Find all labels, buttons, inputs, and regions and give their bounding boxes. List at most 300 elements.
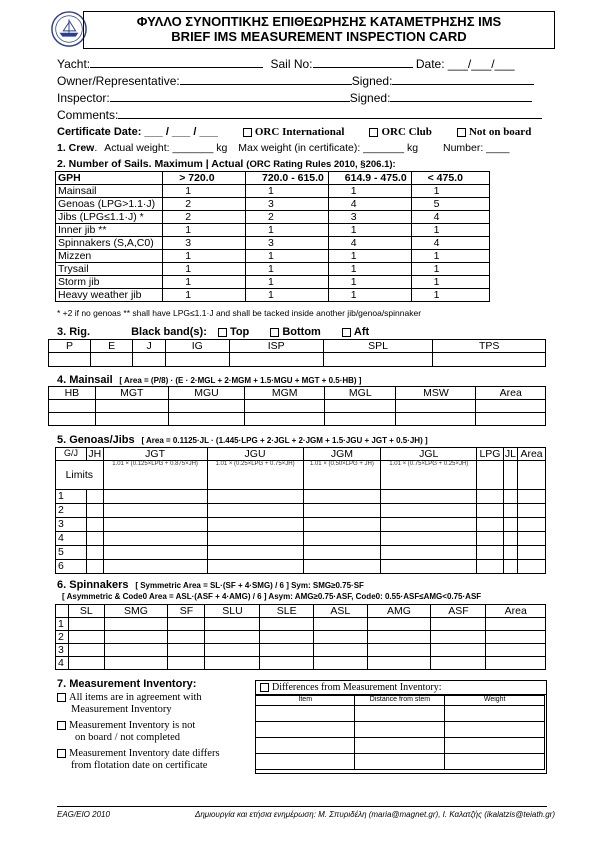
spinnakers-header-cell: SLU xyxy=(205,605,260,618)
spinnakers-header-cell: SMG xyxy=(104,605,168,618)
spinnakers-row xyxy=(56,618,546,631)
inventory-option-1-line2: Measurement Inventory xyxy=(71,704,172,715)
spinnakers-row xyxy=(56,657,546,670)
genoas-value-cell[interactable] xyxy=(207,490,303,504)
genoas-value-cell[interactable] xyxy=(477,532,503,546)
differences-value-cell[interactable] xyxy=(445,738,545,754)
genoas-row-number: 6 xyxy=(56,560,87,574)
mainsail-value-cell[interactable] xyxy=(168,400,244,413)
sails-max-count: 1 xyxy=(163,289,246,302)
mainsail-value-cell[interactable] xyxy=(49,400,96,413)
spinnakers-value-cell[interactable] xyxy=(260,657,314,670)
rig-value-cell[interactable] xyxy=(49,353,91,367)
sails-max-count: 2 xyxy=(246,211,329,224)
genoas-value-cell[interactable] xyxy=(518,490,546,504)
orc-international-label: ORC International xyxy=(254,126,345,138)
rig-table xyxy=(48,339,546,367)
spinnakers-value-cell[interactable] xyxy=(313,631,367,644)
genoas-value-cell[interactable] xyxy=(381,490,477,504)
genoas-limit-cell xyxy=(303,461,381,490)
inventory-option-3-line1: Measurement Inventory date differs xyxy=(69,748,220,759)
comments-field[interactable] xyxy=(118,108,542,119)
sails-header-cell: GPH xyxy=(56,172,163,185)
genoas-value-cell[interactable] xyxy=(103,532,207,546)
mainsail-value-cell[interactable] xyxy=(95,400,168,413)
crew-max-weight[interactable]: Max weight (in certificate): _______ kg xyxy=(238,142,419,154)
spinnakers-value-cell[interactable] xyxy=(260,618,314,631)
spinnakers-value-cell[interactable] xyxy=(104,631,168,644)
spinnakers-value-cell[interactable] xyxy=(69,631,105,644)
crew-actual-weight[interactable]: Actual weight: _______ kg xyxy=(104,142,228,154)
mainsail-value-cell[interactable] xyxy=(476,400,546,413)
sails-row xyxy=(56,250,490,263)
checkbox-not-on-board[interactable] xyxy=(457,128,466,137)
genoas-header-cell: G/J xyxy=(56,448,87,461)
inspector-label: Inspector: xyxy=(57,91,110,105)
differences-value-cell[interactable] xyxy=(445,722,545,738)
spinnakers-value-cell[interactable] xyxy=(205,657,260,670)
genoas-row xyxy=(56,490,546,504)
spinnakers-value-cell[interactable] xyxy=(260,644,314,657)
sails-max-count: 3 xyxy=(246,198,329,211)
not-on-board-label: Not on board xyxy=(468,126,532,138)
checkbox-orc-club[interactable] xyxy=(369,128,378,137)
sails-max-count: 1 xyxy=(246,224,329,237)
mainsail-value-cell[interactable] xyxy=(245,400,325,413)
genoas-row xyxy=(56,546,546,560)
sails-rule-ref: (ORC Rating Rules 2010, §206.1): xyxy=(246,159,396,170)
inspector-field[interactable] xyxy=(110,91,350,102)
genoas-value-cell[interactable] xyxy=(207,532,303,546)
sails-max-count: 3 xyxy=(246,237,329,250)
spinnakers-value-cell[interactable] xyxy=(205,618,260,631)
genoas-row-number: 4 xyxy=(56,532,87,546)
footer-rule xyxy=(57,806,547,807)
checkbox-inventory-not-on-board[interactable] xyxy=(57,721,66,730)
sails-max-count: 1 xyxy=(163,250,246,263)
mainsail-value-cell[interactable] xyxy=(325,413,396,426)
spinnakers-heading xyxy=(57,579,364,591)
rig-header-cell: ISP xyxy=(229,340,323,353)
spinnakers-header-cell: SLE xyxy=(260,605,314,618)
spinnakers-value-cell[interactable] xyxy=(104,657,168,670)
inventory-option-2-line1: Measurement Inventory is not xyxy=(69,720,196,731)
sails-max-count: 3 xyxy=(328,211,411,224)
genoas-value-cell[interactable] xyxy=(518,546,546,560)
spinnakers-value-cell[interactable] xyxy=(431,631,486,644)
top-label: Top xyxy=(229,326,250,338)
spinnakers-row-number: 3 xyxy=(56,644,69,657)
rig-header-cell: J xyxy=(133,340,166,353)
sails-max-count: 1 xyxy=(328,250,411,263)
spinnakers-value-cell[interactable] xyxy=(486,618,546,631)
genoas-value-cell[interactable] xyxy=(207,560,303,574)
differences-value-cell[interactable] xyxy=(355,706,445,722)
spinnakers-value-cell[interactable] xyxy=(104,644,168,657)
spinnakers-value-cell[interactable] xyxy=(431,618,486,631)
genoas-value-cell[interactable] xyxy=(477,560,503,574)
sails-type: Heavy weather jib xyxy=(56,289,163,302)
crew-row: 1. Crew. Actual weight: _______ kg Max weight (in certificate): _______ kg Number: ____ xyxy=(57,142,510,154)
title-english: BRIEF IMS MEASUREMENT INSPECTION CARD xyxy=(171,29,467,44)
mainsail-value-row xyxy=(49,400,546,413)
rig-value-cell[interactable] xyxy=(166,353,230,367)
genoas-header-cell: JGT xyxy=(103,448,207,461)
differences-value-cell[interactable] xyxy=(445,706,545,722)
spinnakers-value-cell[interactable] xyxy=(367,644,431,657)
sails-type: Trysail xyxy=(56,263,163,276)
sails-type: Genoas (LPG>1.1·J) xyxy=(56,198,163,211)
spinnakers-header-cell: AMG xyxy=(367,605,431,618)
spinnakers-value-cell[interactable] xyxy=(69,657,105,670)
sails-row xyxy=(56,224,490,237)
crew-number[interactable]: Number: ____ xyxy=(442,142,510,154)
sails-max-count: 1 xyxy=(411,276,489,289)
spinnakers-row-number: 4 xyxy=(56,657,69,670)
yacht-field[interactable] xyxy=(90,57,263,68)
genoas-value-cell[interactable] xyxy=(503,532,517,546)
signed-field-2[interactable] xyxy=(390,91,532,102)
title-greek: ΦΥΛΛΟ ΣΥΝΟΠΤΙΚΗΣ ΕΠΙΘΕΩΡΗΣΗΣ ΚΑΤΑΜΕΤΡΗΣΗΣ IMS xyxy=(136,14,502,29)
spinnakers-value-cell[interactable] xyxy=(168,631,205,644)
genoas-value-cell[interactable] xyxy=(103,560,207,574)
genoas-limits-row xyxy=(56,461,546,490)
yacht-label: Yacht: xyxy=(57,57,91,71)
spinnakers-header-cell: ASF xyxy=(431,605,486,618)
rig-value-row xyxy=(49,353,546,367)
genoas-value-cell[interactable] xyxy=(381,532,477,546)
sails-max-count: 2 xyxy=(163,198,246,211)
black-bands-label: Black band(s): xyxy=(131,326,207,338)
spinnakers-value-cell[interactable] xyxy=(260,631,314,644)
mainsail-value-cell[interactable] xyxy=(245,413,325,426)
sails-header-cell: < 475.0 xyxy=(411,172,489,185)
differences-value-cell[interactable] xyxy=(355,722,445,738)
rig-value-cell[interactable] xyxy=(433,353,546,367)
sails-row xyxy=(56,237,490,250)
checkbox-bottom[interactable] xyxy=(270,328,279,337)
genoas-value-cell[interactable] xyxy=(303,560,381,574)
sails-max-count: 1 xyxy=(163,185,246,198)
genoas-value-cell[interactable] xyxy=(207,546,303,560)
sails-max-count: 4 xyxy=(411,211,489,224)
genoas-value-cell[interactable] xyxy=(503,546,517,560)
sails-max-count: 1 xyxy=(411,185,489,198)
sails-row xyxy=(56,185,490,198)
certificate-date: Certificate Date: ___ / ___ / ___ xyxy=(57,126,218,138)
rig-value-cell[interactable] xyxy=(133,353,166,367)
genoas-header-cell: JGU xyxy=(207,448,303,461)
spinnakers-value-cell[interactable] xyxy=(367,657,431,670)
spinnakers-value-cell[interactable] xyxy=(205,644,260,657)
sails-row xyxy=(56,289,490,302)
rig-value-cell[interactable] xyxy=(229,353,323,367)
spinnakers-value-cell[interactable] xyxy=(69,618,105,631)
sails-type: Jibs (LPG≤1.1·J) * xyxy=(56,211,163,224)
sails-max-count: 1 xyxy=(246,289,329,302)
differences-row xyxy=(256,738,545,754)
mainsail-value-cell[interactable] xyxy=(396,413,476,426)
checkbox-inventory-agreement[interactable] xyxy=(57,693,66,702)
sails-max-count: 1 xyxy=(328,224,411,237)
genoas-value-cell[interactable] xyxy=(503,504,517,518)
genoas-value-cell[interactable] xyxy=(518,504,546,518)
genoas-value-cell[interactable] xyxy=(503,560,517,574)
genoas-value-cell[interactable] xyxy=(518,532,546,546)
sails-table xyxy=(55,171,490,302)
differences-header-cell: Item xyxy=(256,696,355,706)
differences-header-row xyxy=(256,696,545,706)
signed-field-1[interactable] xyxy=(392,74,534,85)
mainsail-value-cell[interactable] xyxy=(49,413,96,426)
sails-max-count: 1 xyxy=(411,289,489,302)
mainsail-header-cell: MGU xyxy=(168,387,244,400)
differences-title: Differences from Measurement Inventory: xyxy=(272,682,442,693)
genoas-value-cell[interactable] xyxy=(87,546,104,560)
mainsail-value-cell[interactable] xyxy=(325,400,396,413)
header-box xyxy=(83,11,555,49)
rig-title: 3. Rig. xyxy=(57,326,91,338)
sails-max-count: 1 xyxy=(246,185,329,198)
spinnakers-value-cell[interactable] xyxy=(367,618,431,631)
genoas-value-cell[interactable] xyxy=(381,546,477,560)
owner-field[interactable] xyxy=(180,74,352,85)
genoas-row xyxy=(56,518,546,532)
sails-max-count: 1 xyxy=(328,263,411,276)
sails-row xyxy=(56,198,490,211)
genoas-heading xyxy=(57,434,428,446)
bottom-label: Bottom xyxy=(282,326,321,338)
spinnakers-value-cell[interactable] xyxy=(168,657,205,670)
spinnakers-value-cell[interactable] xyxy=(104,618,168,631)
genoas-value-cell[interactable] xyxy=(103,518,207,532)
spinnakers-value-cell[interactable] xyxy=(313,657,367,670)
spinnakers-value-cell[interactable] xyxy=(431,657,486,670)
spinnakers-value-cell[interactable] xyxy=(168,618,205,631)
inventory-option-2 xyxy=(57,720,220,744)
spinnakers-header-cell: Area xyxy=(486,605,546,618)
genoas-value-cell[interactable] xyxy=(477,546,503,560)
sails-max-count: 4 xyxy=(328,198,411,211)
differences-value-cell[interactable] xyxy=(256,754,355,770)
checkbox-aft[interactable] xyxy=(342,328,351,337)
genoas-value-cell[interactable] xyxy=(87,518,104,532)
owner-label: Owner/Representative: xyxy=(57,74,180,88)
sails-header-cell: 720.0 - 615.0 xyxy=(246,172,329,185)
spinnakers-value-cell[interactable] xyxy=(205,631,260,644)
inspector-row xyxy=(57,91,532,105)
mainsail-formula: [ Area = (P/8) · (E · 2·MGL + 2·MGM + 1.5·MGU + MGT + 0.5·HB) ] xyxy=(119,376,362,385)
sails-note: * +2 if no genoas ** shall have LPG≤1.1·J and shall be tacked inside another jib/genoa/spinnaker xyxy=(57,308,422,318)
genoas-value-cell[interactable] xyxy=(87,490,104,504)
spinnakers-header-cell: SF xyxy=(168,605,205,618)
sails-type: Mainsail xyxy=(56,185,163,198)
mainsail-value-cell[interactable] xyxy=(95,413,168,426)
sails-max-count: 1 xyxy=(411,263,489,276)
genoas-value-cell[interactable] xyxy=(518,518,546,532)
inventory-title: 7. Measurement Inventory: xyxy=(57,678,197,690)
genoas-value-cell[interactable] xyxy=(103,504,207,518)
sails-type: Storm jib xyxy=(56,276,163,289)
genoas-header-cell: JH xyxy=(88,448,102,460)
genoas-value-cell[interactable] xyxy=(303,532,381,546)
footer-right: Δημιουργία και ετήσια ενημέρωση: Μ. Σπυριδέλη (maria@magnet.gr), Ι. Καλατζής (ikalatzis@teiath.gr) xyxy=(195,810,555,819)
yacht-row xyxy=(57,57,515,71)
sails-max-count: 1 xyxy=(328,276,411,289)
genoas-value-cell[interactable] xyxy=(303,504,381,518)
certificate-row xyxy=(57,126,531,138)
spinnakers-value-cell[interactable] xyxy=(367,631,431,644)
genoas-row xyxy=(56,560,546,574)
genoas-value-cell[interactable] xyxy=(103,546,207,560)
spinnakers-formula-sym: [ Symmetric Area = SL·(SF + 4·SMG) / 6 ] Sym: SMG≥0.75·SF xyxy=(135,581,364,590)
mainsail-table xyxy=(48,386,546,426)
genoas-value-cell[interactable] xyxy=(477,518,503,532)
sails-type: Inner jib ** xyxy=(56,224,163,237)
sail-no-label: Sail No: xyxy=(270,57,313,71)
differences-row xyxy=(256,706,545,722)
genoas-value-cell[interactable] xyxy=(381,504,477,518)
genoas-header-row xyxy=(56,448,546,461)
genoas-limit-text: 1.01 × (0.125×LPG + 0.875×JH) xyxy=(112,461,198,467)
genoas-value-cell[interactable] xyxy=(381,560,477,574)
spinnakers-header-cell: ASL xyxy=(313,605,367,618)
inventory-option-2-line2: on board / not completed xyxy=(75,732,180,743)
genoas-value-cell[interactable] xyxy=(477,504,503,518)
genoas-header-cell: JGL xyxy=(381,448,477,461)
spinnakers-value-cell[interactable] xyxy=(431,644,486,657)
genoas-header-cell: JL xyxy=(504,448,516,460)
genoas-limit-cell xyxy=(103,461,207,490)
rig-header-cell: IG xyxy=(166,340,230,353)
footer-left: EAG/EIO 2010 xyxy=(57,810,110,819)
differences-value-cell[interactable] xyxy=(355,738,445,754)
mainsail-title: 4. Mainsail xyxy=(57,374,113,386)
sails-max-count: 5 xyxy=(411,198,489,211)
genoas-row-number: 2 xyxy=(56,504,87,518)
checkbox-orc-international[interactable] xyxy=(243,128,252,137)
spinnakers-header-row xyxy=(56,605,546,618)
genoas-value-cell[interactable] xyxy=(87,532,104,546)
genoas-value-cell[interactable] xyxy=(503,490,517,504)
sails-title-text: 2. Number of Sails. Maximum | Actual xyxy=(57,158,244,170)
spinnakers-header-cell: SL xyxy=(69,605,105,618)
genoas-value-cell[interactable] xyxy=(207,504,303,518)
mainsail-value-cell[interactable] xyxy=(168,413,244,426)
mainsail-heading xyxy=(57,374,361,386)
sails-type: Spinnakers (S,A,C0) xyxy=(56,237,163,250)
genoas-row-number: 3 xyxy=(56,518,87,532)
spinnakers-value-cell[interactable] xyxy=(313,644,367,657)
mainsail-value-cell[interactable] xyxy=(396,400,476,413)
rig-header-cell: P xyxy=(49,340,91,353)
spinnakers-value-cell[interactable] xyxy=(486,644,546,657)
mainsail-value-row xyxy=(49,413,546,426)
mainsail-header-row xyxy=(49,387,546,400)
genoas-value-cell[interactable] xyxy=(103,490,207,504)
differences-row xyxy=(256,754,545,770)
genoas-limit-text: 1.01 × (0.75×LPG + 0.25×JH) xyxy=(389,461,469,467)
spinnakers-value-cell[interactable] xyxy=(168,644,205,657)
genoas-limit-text: 1.01 × (0.25×LPG + 0.75×JH) xyxy=(215,461,295,467)
rig-header-cell: TPS xyxy=(433,340,546,353)
genoas-value-cell[interactable] xyxy=(381,518,477,532)
genoas-value-cell[interactable] xyxy=(87,504,104,518)
rig-value-cell[interactable] xyxy=(91,353,133,367)
sails-max-count: 1 xyxy=(411,250,489,263)
spinnakers-value-cell[interactable] xyxy=(313,618,367,631)
differences-row xyxy=(256,722,545,738)
genoas-header-cell: Area xyxy=(518,448,546,461)
genoas-limit-empty xyxy=(518,461,546,490)
mainsail-value-cell[interactable] xyxy=(476,413,546,426)
genoas-value-cell[interactable] xyxy=(303,490,381,504)
checkbox-differences[interactable] xyxy=(260,683,269,692)
genoas-header-cell: LPG xyxy=(477,448,503,461)
sails-max-count: 1 xyxy=(163,263,246,276)
mainsail-header-cell: MSW xyxy=(396,387,476,400)
spinnakers-formula-asym: [ Asymmetric & Code0 Area = ASL·(ASF + 4·AMG) / 6 ] Asym: AMG≥0.75·ASF, Code0: 0.55·ASF≤AMG<0.75·ASF xyxy=(62,592,482,601)
spinnakers-value-cell[interactable] xyxy=(486,631,546,644)
spinnakers-value-cell[interactable] xyxy=(486,657,546,670)
inventory-option-3 xyxy=(57,748,220,772)
genoas-row-number: 5 xyxy=(56,546,87,560)
genoas-formula: [ Area = 0.1125·JL · (1.445·LPG + 2·JGL + 2·JGM + 1.5·JGU + JGT + 0.5·JH) ] xyxy=(141,436,428,445)
genoas-row xyxy=(56,504,546,518)
sails-max-count: 1 xyxy=(246,276,329,289)
spinnakers-table xyxy=(55,604,546,670)
rig-row xyxy=(57,326,369,338)
sail-no-field[interactable] xyxy=(313,57,413,68)
differences-value-cell[interactable] xyxy=(256,706,355,722)
genoas-row-number: 1 xyxy=(56,490,87,504)
checkbox-top[interactable] xyxy=(218,328,227,337)
genoas-value-cell[interactable] xyxy=(303,546,381,560)
spinnakers-row xyxy=(56,631,546,644)
sails-max-count: 1 xyxy=(246,250,329,263)
orc-club-label: ORC Club xyxy=(381,126,432,138)
differences-value-cell[interactable] xyxy=(256,738,355,754)
mainsail-header-cell: HB xyxy=(49,387,96,400)
inventory-options xyxy=(57,692,220,772)
mainsail-header-cell: MGT xyxy=(95,387,168,400)
genoas-value-cell[interactable] xyxy=(518,560,546,574)
genoas-value-cell[interactable] xyxy=(87,560,104,574)
mainsail-header-cell: Area xyxy=(476,387,546,400)
comments-row xyxy=(57,108,542,122)
rig-value-cell[interactable] xyxy=(323,353,433,367)
genoas-value-cell[interactable] xyxy=(303,518,381,532)
genoas-value-cell[interactable] xyxy=(477,490,503,504)
sails-row xyxy=(56,276,490,289)
sails-max-count: 2 xyxy=(163,211,246,224)
differences-value-cell[interactable] xyxy=(355,754,445,770)
differences-value-cell[interactable] xyxy=(256,722,355,738)
spinnakers-value-cell[interactable] xyxy=(69,644,105,657)
sails-header-row xyxy=(56,172,490,185)
sails-header-cell: 614.9 - 475.0 xyxy=(328,172,411,185)
signed-label-2: Signed: xyxy=(349,91,391,105)
genoas-header-cell: JGM xyxy=(303,448,381,461)
genoas-value-cell[interactable] xyxy=(207,518,303,532)
checkbox-inventory-date-differs[interactable] xyxy=(57,749,66,758)
date-field[interactable]: Date: ___/___/___ xyxy=(415,57,515,71)
differences-header-cell: Distance from stem xyxy=(355,696,445,706)
sails-type: Mizzen xyxy=(56,250,163,263)
differences-value-cell[interactable] xyxy=(445,754,545,770)
genoas-value-cell[interactable] xyxy=(503,518,517,532)
genoas-row xyxy=(56,532,546,546)
